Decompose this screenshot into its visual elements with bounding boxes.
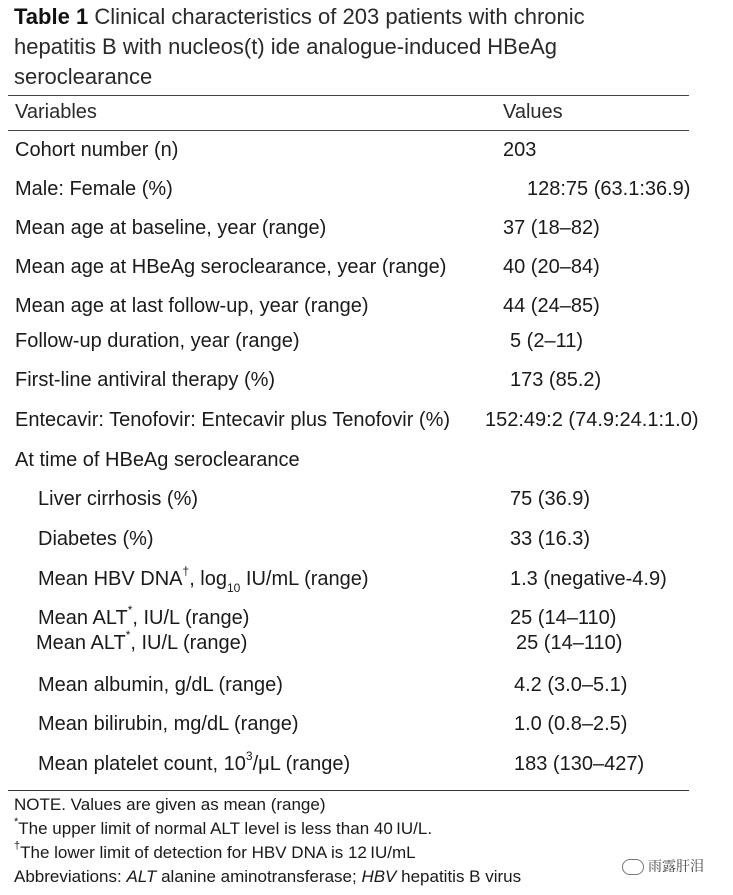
- row-label: Follow-up duration, year (range): [15, 330, 300, 352]
- table-row: [0, 488, 733, 518]
- table-row: [0, 628, 733, 662]
- table-row: [0, 564, 733, 598]
- table-caption: [14, 2, 714, 92]
- row-value: 75 (36.9): [510, 488, 591, 510]
- row-value: 33 (16.3): [510, 528, 591, 550]
- row-label: Mean platelet count, $10^3/\mu L$ (range): [38, 749, 351, 775]
- row-value: 1.0 (0.8–2.5): [514, 713, 628, 735]
- row-label: Mean ALT*, IU/L (range): [36, 628, 248, 654]
- bottom-rule: [8, 790, 689, 791]
- row-label: Mean bilirubin, mg/dL (range): [38, 713, 299, 735]
- row-value: 128:75 (63.1:36.9): [527, 178, 691, 200]
- row-value: 4.2 (3.0–5.1): [514, 674, 628, 696]
- caption-line-1: Clinical characteristics of 203 patients with chronic: [94, 4, 585, 29]
- row-value: 173 (85.2): [510, 369, 602, 391]
- header-values: Values: [503, 101, 563, 123]
- table-row: [0, 330, 733, 360]
- table-abbreviations: Abbreviations: ALT alanine aminotransferase; HBV hepatitis B virus: [14, 867, 522, 886]
- table-row: [0, 139, 733, 169]
- row-value: 1.3 (negative-4.9): [510, 568, 667, 590]
- table-row: [0, 674, 733, 704]
- table-row: [0, 295, 733, 325]
- table-note: NOTE. Values are given as mean (range): [14, 795, 326, 814]
- row-label: Mean age at baseline, year (range): [15, 217, 327, 239]
- header-variables: Variables: [15, 101, 97, 123]
- row-value: 40 (20–84): [503, 256, 600, 278]
- row-value: 183 (130–427): [514, 753, 645, 775]
- table-row: [0, 713, 733, 743]
- table-row: [0, 369, 733, 399]
- row-label: Mean HBV DNA†, $\log_{10} IU/mL$ (range): [38, 564, 369, 595]
- table-row: [0, 528, 733, 558]
- row-label: First-line antiviral therapy (%): [15, 369, 276, 391]
- table-row: [0, 409, 733, 439]
- row-label: Male: Female (%): [15, 178, 173, 200]
- row-label: Liver cirrhosis (%): [38, 488, 199, 510]
- table-row: [0, 178, 733, 208]
- row-value: 203: [503, 139, 537, 161]
- table-row: [0, 749, 733, 783]
- table-footnote-hbv: †The lower limit of detection for HBV DNA is 12 IU/mL: [14, 840, 416, 862]
- caption-line-3: seroclearance: [14, 64, 153, 89]
- row-label: Diabetes (%): [38, 528, 154, 550]
- row-label: At time of HBeAg seroclearance: [15, 449, 300, 471]
- row-value: 5 (2–11): [510, 330, 584, 352]
- table-row: [0, 256, 733, 286]
- row-value: 44 (24–85): [503, 295, 600, 317]
- row-label: Mean age at last follow-up, year (range): [15, 295, 369, 317]
- table-label: Table 1: [14, 4, 89, 29]
- watermark-text: 雨露肝泪: [648, 858, 704, 874]
- table-row: [0, 449, 733, 479]
- row-value: 152:49:2 (74.9:24.1:1.0): [485, 409, 699, 431]
- row-value: 25 (14–110): [510, 607, 617, 629]
- row-label: Entecavir: Tenofovir: Entecavir plus Tenofovir (%): [15, 409, 451, 431]
- table-footnote-alt: *The upper limit of normal ALT level is less than 40 IU/L.: [14, 816, 433, 838]
- watermark: [622, 856, 704, 876]
- row-label: Mean ALT*, IU/L (range): [38, 603, 250, 629]
- row-value: 37 (18–82): [503, 217, 600, 239]
- header-rule: [8, 130, 689, 131]
- top-rule: [8, 95, 689, 96]
- row-label: Mean albumin, g/dL (range): [38, 674, 283, 696]
- row-label: Mean age at HBeAg seroclearance, year (range): [15, 256, 447, 278]
- row-label: Cohort number (n): [15, 139, 179, 161]
- wechat-icon: [622, 859, 644, 875]
- table-row: [0, 217, 733, 247]
- row-value: 25 (14–110): [516, 632, 623, 654]
- caption-line-2: hepatitis B with nucleos(t) ide analogue-induced HBeAg: [14, 34, 557, 59]
